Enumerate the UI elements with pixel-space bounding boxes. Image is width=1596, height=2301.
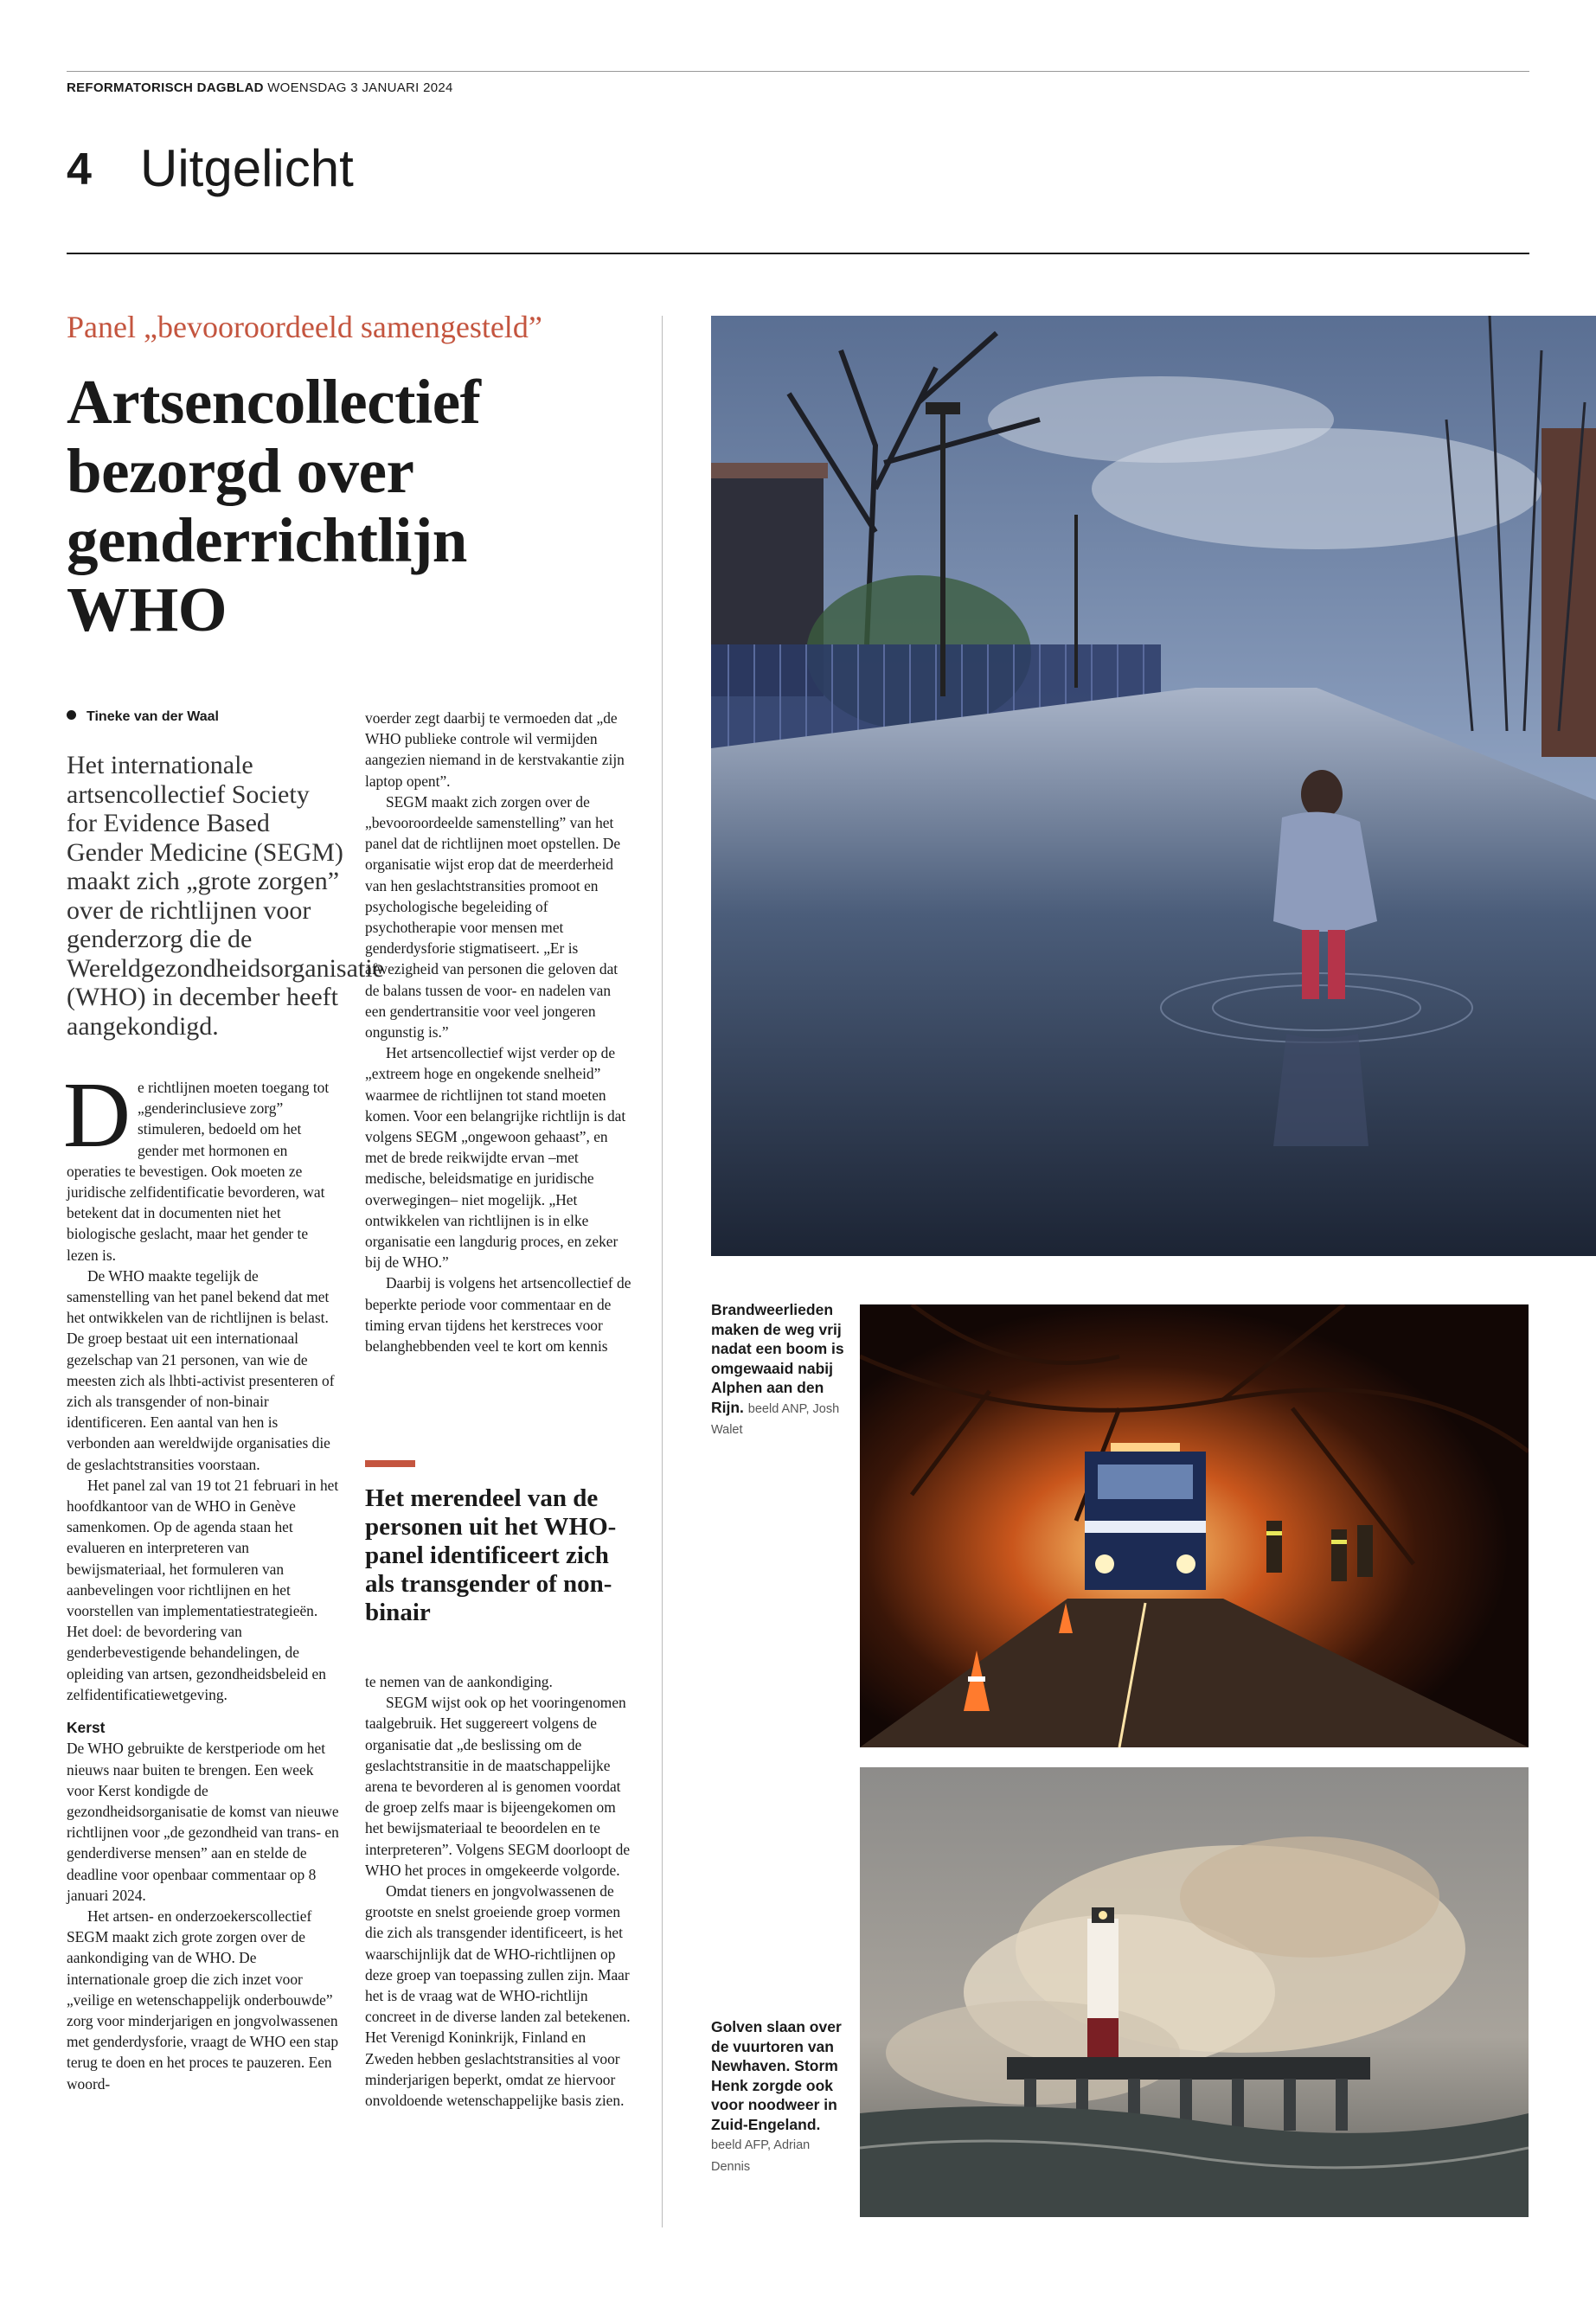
drop-cap: D xyxy=(63,1064,131,1167)
paragraph: SEGM maakt zich zorgen over de „bevooroordeelde samenstelling” van het panel dat de richtlijnen moet opstellen. De organisatie wijst erop dat de meerderheid van hen geslachtstransities promoot en psychologische begeleiding of psychotherapie voor mensen met genderdysforie stigmatiseert. „Er is afwezigheid van personen die geloven dat de balans tussen de voor- en nadelen van een gendertransitie voor veel jongeren ongunstig is.” xyxy=(365,792,621,1042)
column-separator xyxy=(662,316,663,2227)
article-column-2-top xyxy=(365,708,631,1356)
paper-name: REFORMATORISCH DAGBLAD xyxy=(67,80,264,95)
paragraph: Het panel zal van 19 tot 21 februari in het hoofdkantoor van de WHO in Genève samenkomen. Op de agenda staan het evalueren en interpreteren van bewijsmateriaal, het formuleren van aanbevelingen voor richtlijnen en het voorstellen van implementatiestrategieën. Het doel: de bevordering van genderbevestigende behandelingen, de opleiding van artsen, gezondheidsbeleid en zelfidentificatiewetgeving. xyxy=(67,1476,339,1703)
paragraph xyxy=(63,1064,342,1266)
article-kicker: Panel „bevooroordeeld samengesteld” xyxy=(67,310,542,344)
paragraph: De WHO maakte tegelijk de samenstelling van het panel bekend dat met het ontwikkelen van de richtlijnen is belast. De groep bestaat uit een internationaal gezelschap van 21 personen, van wie de meesten zich als lhbti-activist presenteren of zich als transgender of non-binair identificeren. Een aantal van hen is verbonden aan wereldwijde organisaties die de geslachtstransities voorstaan. xyxy=(67,1266,335,1473)
photo-credit: beeld AFP, Adrian Dennis xyxy=(711,2138,811,2174)
article-headline: Artsencollectief bezorgd over genderrichtlijn WHO xyxy=(67,367,481,644)
paragraph: te nemen van de aankondiging. xyxy=(365,1673,553,1690)
pull-quote: Het merendeel van de personen uit het WHO-panel identificeert zich als transgender of non-binair xyxy=(365,1484,617,1626)
byline xyxy=(67,709,219,725)
flood-photo-image xyxy=(711,316,1596,1256)
section-title: Uitgelicht xyxy=(140,139,354,197)
caption-text: Brandweerlieden maken de weg vrij nadat een boom is omgewaaid nabij Alphen aan den Rijn. xyxy=(711,1301,844,1416)
article-column-2-bottom xyxy=(365,1671,631,2111)
lighthouse-photo xyxy=(860,1767,1529,2217)
article-column-1 xyxy=(63,1064,342,2094)
caption-lighthouse xyxy=(711,2017,845,2176)
paragraph: Het artsen- en onderzoekerscollectief SEGM maakt zich grote zorgen over de aankondiging van de WHO. De internationale groep die zich inzet voor „veilige en wetenschappelijk onderbouwde” zorg voor minderjarigen en jongvolwassenen met genderdysforie, vraagt de WHO een stap terug te doen en het proces te pauzeren. Een woord- xyxy=(67,1907,339,2093)
paragraph: Het artsencollectief wijst verder op de „extreem hoge en ongekende snelheid” waarmee de richtlijnen tot stand moeten komen. Voor een belangrijke richtlijn is dat volgens SEGM „ongewoon gehaast”, en met de brede reikwijdte ervan –met medische, beleidsmatige en juridische overwegingen– niet mogelijk. „Het ontwikkelen van richtlijnen is in elke organisatie een langdurig proces, en zeker bij de WHO.” xyxy=(365,1044,626,1272)
photo-credit: beeld ANP, Josh Walet xyxy=(711,1401,840,1437)
page-number: 4 xyxy=(67,144,92,195)
paragraph: Omdat tieners en jongvolwassenen de grootste en snelst groeiende groep vormen die zich als transgender identificeert, is het waarschijnlijk dat de WHO-richtlijnen op deze groep van toepassing zullen zijn. Maar het is de vraag wat de WHO-richtlijn concreet in de diverse landen zal betekenen. Het Verenigd Koninkrijk, Finland en Zweden hebben geslachtstransities al voor minderjarigen beperkt, omdat ze hiervoor onvoldoende wetenschappelijke basis zien. xyxy=(365,1882,631,2110)
paragraph: Daarbij is volgens het artsencollectief de beperkte periode voor commentaar en de timing ervan tijdens het kerstreces voor belanghebbenden veel te kort om kennis xyxy=(365,1274,631,1356)
section-rule xyxy=(67,253,1529,254)
caption-fire xyxy=(711,1300,845,1440)
subheading: Kerst xyxy=(67,1719,106,1737)
paragraph-text: e richtlijnen moeten toegang tot „genderinclusieve zorg” stimuleren, bedoeld om het gender met hormonen en operaties te bevestigen. Ook moeten ze juridische zelfidentificatie bevorderen, wat betekent dat in documenten niet het biologische geslacht, maar het gender te lezen is. xyxy=(67,1079,330,1264)
top-rule xyxy=(67,71,1529,72)
caption-text: Golven slaan over de vuurtoren van Newhaven. Storm Henk zorgde ook voor noodweer in Zuid-Engeland. xyxy=(711,2018,842,2133)
masthead xyxy=(67,80,453,95)
issue-date: WOENSDAG 3 JANUARI 2024 xyxy=(267,80,453,95)
quote-accent-bar xyxy=(365,1460,415,1467)
flood-photo xyxy=(711,316,1596,1256)
fire-brigade-photo xyxy=(860,1304,1529,1747)
paragraph: voerder zegt daarbij te vermoeden dat „de WHO publieke controle wil vermijden aangezien niemand in de kerstvakantie zijn laptop opent”. xyxy=(365,709,625,790)
paragraph: SEGM wijst ook op het vooringenomen taalgebruik. Het suggereert volgens de organisatie dat „de beslissing om de geslachtstransitie in de maatschappelijke arena te bevorderen al is genomen voordat de groep zelfs maar is bijeengekomen om het bewijsmateriaal te beoordelen en te interpreteren”. Volgens SEGM doorloopt de WHO het proces in omgekeerde volgorde. xyxy=(365,1694,631,1879)
article-intro: Het internationale artsencollectief Society for Evidence Based Gender Medicine (SEGM) maakt zich „grote zorgen” over de richtlijnen voor genderzorg die de Wereldgezondheidsorganisatie (WHO) in december heeft aangekondigd. xyxy=(67,751,384,1041)
lighthouse-photo-image xyxy=(860,1767,1529,2217)
bullet-icon xyxy=(67,710,76,720)
author-name: Tineke van der Waal xyxy=(87,709,219,724)
paragraph: De WHO gebruikte de kerstperiode om het nieuws naar buiten te brengen. Een week voor Kerst kondigde de gezondheidsorganisatie de komst van nieuwe richtlijnen voor „de gezondheid van trans- en genderdiverse mensen” aan en stelde de deadline voor openbaar commentaar op 8 januari 2024. xyxy=(67,1740,339,1904)
fire-brigade-photo-image xyxy=(860,1304,1529,1747)
